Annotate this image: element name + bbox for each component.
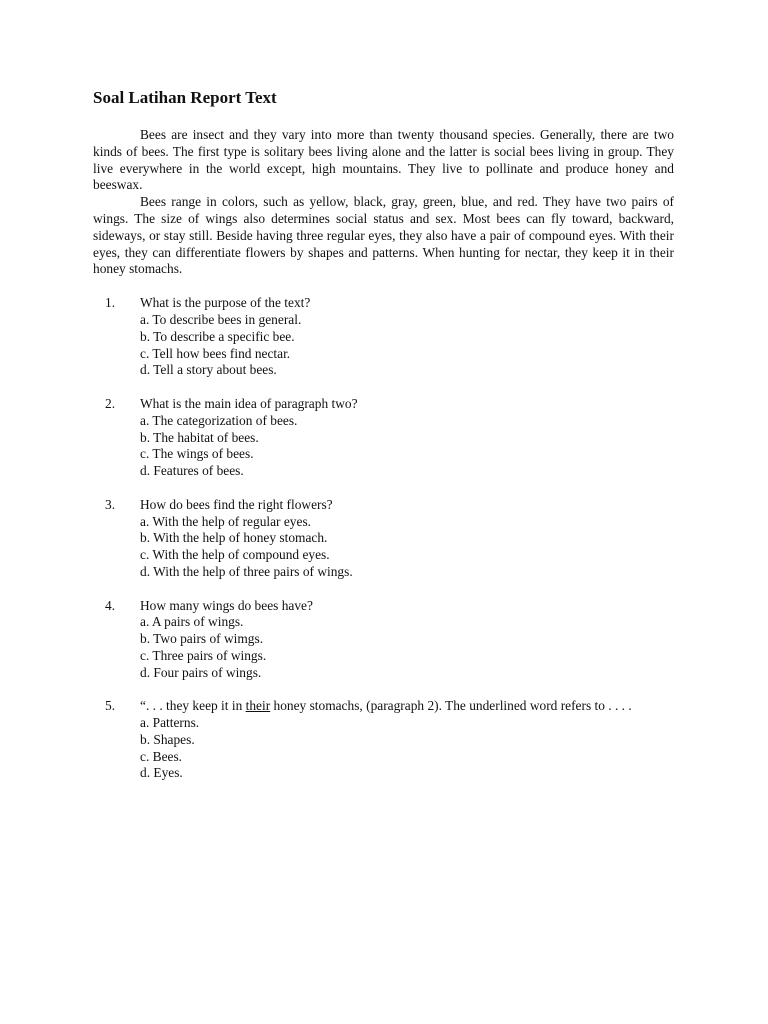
option-c: c. With the help of compound eyes. [140,547,330,563]
question-text: What is the main idea of paragraph two? [140,395,358,411]
question-text: How many wings do bees have? [140,597,313,613]
question-number: 3. [105,496,116,512]
document-title: Soal Latihan Report Text [93,88,277,107]
option-a: a. Patterns. [140,715,200,731]
option-a: a. A pairs of wings. [140,614,244,630]
document-page [93,88,674,799]
option-d: d. With the help of three pairs of wings. [140,563,353,579]
option-b: b. Two pairs of wimgs. [140,631,264,647]
question-number: 1. [105,295,116,311]
question-number: 5. [105,698,116,714]
option-d: d. Tell a story about bees. [140,362,277,378]
paragraph-1: Bees are insect and they vary into more than twenty thousand species. Generally, there are two kinds of bees. The first type is solitary bees living alone and the latter is social bees living in group. They live everywhere in the world except, high mountains. They live to pollinate and produce honey and beeswax. [93,127,674,193]
option-a: a. With the help of regular eyes. [140,513,311,529]
question-number: 4. [105,597,116,613]
option-a: a. To describe bees in general. [140,311,302,327]
question-list [93,295,674,782]
question-number: 2. [105,395,116,411]
underlined-word: their [245,698,271,714]
question-text-end: honey stomachs, (paragraph 2). The underlined word refers to . . . . [270,698,632,714]
question-text [140,698,674,715]
option-d: d. Four pairs of wings. [140,664,262,680]
question-text: What is the purpose of the text? [140,295,311,311]
option-c: c. Bees. [140,748,183,764]
option-b: b. To describe a specific bee. [140,328,295,344]
question-1 [93,295,674,379]
option-c: c. The wings of bees. [140,446,254,462]
option-b: b. Shapes. [140,731,195,747]
question-2 [93,396,674,480]
question-text-start: “. . . they keep it in [140,698,246,714]
question-3 [93,497,674,581]
option-d: d. Features of bees. [140,463,244,479]
question-4 [93,598,674,682]
question-text: How do bees find the right flowers? [140,496,333,512]
option-d: d. Eyes. [140,765,183,781]
option-c: c. Three pairs of wings. [140,647,267,663]
paragraph-2: Bees range in colors, such as yellow, black, gray, green, blue, and red. They have two pairs of wings. The size of wings also determines social status and sex. Most bees can fly toward, backward, sideways, or stay still. Beside having three regular eyes, they also have a pair of compound eyes. With their eyes, they can differentiate flowers by shapes and patterns. When hunting for nectar, they keep it in their honey stomachs. [93,194,674,277]
option-b: b. With the help of honey stomach. [140,530,328,546]
option-a: a. The categorization of bees. [140,412,298,428]
option-b: b. The habitat of bees. [140,429,259,445]
option-c: c. Tell how bees find nectar. [140,345,291,361]
question-5 [93,698,674,782]
